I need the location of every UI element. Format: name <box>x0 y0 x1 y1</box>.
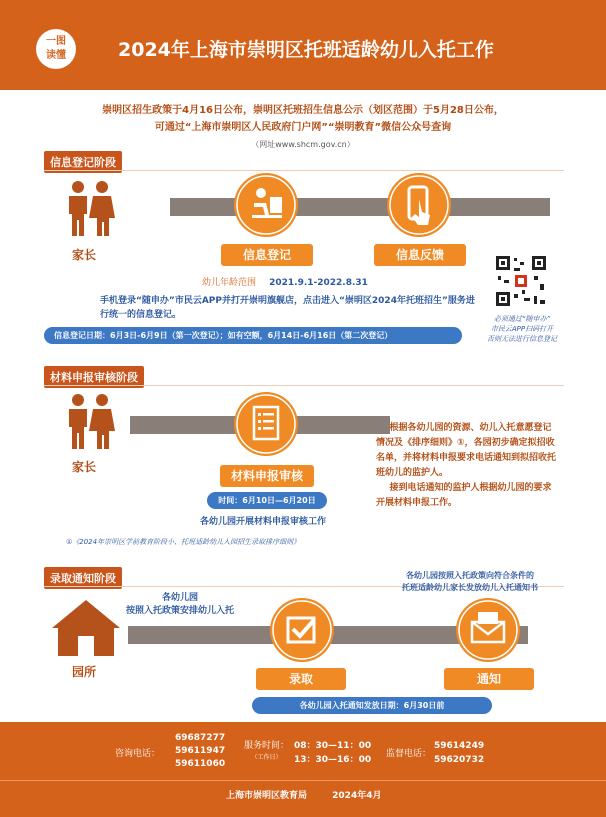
parents-icon <box>62 180 118 238</box>
parent-label: 家长 <box>72 248 97 262</box>
review-circle <box>234 392 298 456</box>
computer-user-icon <box>234 173 298 237</box>
step-admit: 录取 <box>256 668 346 690</box>
notice-note: 各幼儿园按照入托政策向符合条件的 托班适龄幼儿家长发放幼儿入托通知书 <box>402 571 538 592</box>
checklist-icon <box>234 392 298 456</box>
step-feedback: 信息反馈 <box>374 244 466 266</box>
house-icon <box>50 598 122 658</box>
issuer: 上海市崇明区教育局 2024年4月 <box>226 791 382 801</box>
divider <box>44 385 564 386</box>
page-title: 2024年上海市崇明区托班适龄幼儿入托工作 <box>118 39 494 61</box>
service-label: 服务时间： （工作日） <box>244 741 290 761</box>
age-range: 幼儿年龄范围 2021.9.1-2022.8.31 <box>202 278 368 288</box>
arrange-note: 各幼儿园 按照入托政策安排幼儿入托 <box>125 593 234 616</box>
review-time: 时间：6月10日—6月20日 <box>207 492 327 509</box>
yitu-dudong-badge: 一图 读懂 <box>36 29 76 69</box>
step-notify: 通知 <box>444 668 534 690</box>
intro-line-1: 崇明区招生政策于4月16日公布，崇明区托班招生信息公示（划区范围）于5月28日公布， <box>102 105 504 116</box>
service-times: 08：30—11：00 13：30—16：00 <box>294 741 372 765</box>
feedback-circle <box>387 173 451 237</box>
consult-phones: 69687277 59611947 59611060 <box>175 733 226 769</box>
stage1-title: 信息登记阶段 <box>44 151 122 173</box>
kindergarten-label: 园所 <box>72 665 97 679</box>
footer <box>0 722 606 817</box>
stage3-title: 录取通知阶段 <box>44 567 122 589</box>
stage2-title: 材料申报审核阶段 <box>44 366 144 388</box>
footer-divider <box>0 780 606 781</box>
notify-circle <box>456 598 520 662</box>
notice-date: 各幼儿园入托通知发放日期：6月30日前 <box>252 697 492 714</box>
envelope-icon <box>456 598 520 662</box>
qr-code <box>494 254 548 308</box>
admit-circle <box>270 598 334 662</box>
footnote: ①《2024年崇明区学前教育阶段小、托班适龄幼儿入园招生录取排序细则》 <box>66 538 301 546</box>
parent-label: 家长 <box>72 460 97 474</box>
intro-url: （网址www.shcm.gov.cn） <box>251 140 355 149</box>
intro-line-2: 可通过“上海市崇明区人民政府门户网”“崇明教育”微信公众号查询 <box>154 122 452 133</box>
flow-bar <box>170 198 550 216</box>
supervise-label: 监督电话： <box>386 749 432 759</box>
divider <box>44 170 564 171</box>
review-description: 根据各幼儿园的资源、幼儿入托意愿登记情况及《排序细则》①，各园初步确定拟招收名单，并将材料申报要求电话通知到拟招收托班幼儿的监护人。 接到电话通知的监护人根据幼儿园的要求开展材料申报工作。 <box>376 423 557 508</box>
register-circle <box>234 173 298 237</box>
step-review: 材料申报审核 <box>220 465 314 487</box>
instruction-text: 手机登录“随申办”市民云APP并打开崇明旗舰店，点击进入“崇明区2024年托班招生”服务进行统一的信息登记。 <box>100 296 475 320</box>
step-register: 信息登记 <box>221 244 313 266</box>
consult-label: 咨询电话： <box>115 749 161 759</box>
phone-tap-icon <box>387 173 451 237</box>
qr-note: 必须通过“随申办” 市民云APP扫码打开 否则无法进行信息登记 <box>487 315 557 343</box>
supervise-phones: 59614249 59620732 <box>434 741 485 765</box>
parents-icon <box>62 393 118 451</box>
review-note: 各幼儿园开展材料申报审核工作 <box>200 517 327 527</box>
register-dates: 信息登记日期：6月3日-6月9日（第一次登记）；如有空额，6月14日-6月16日（第二次登记） <box>44 327 462 344</box>
checkbox-icon <box>270 598 334 662</box>
